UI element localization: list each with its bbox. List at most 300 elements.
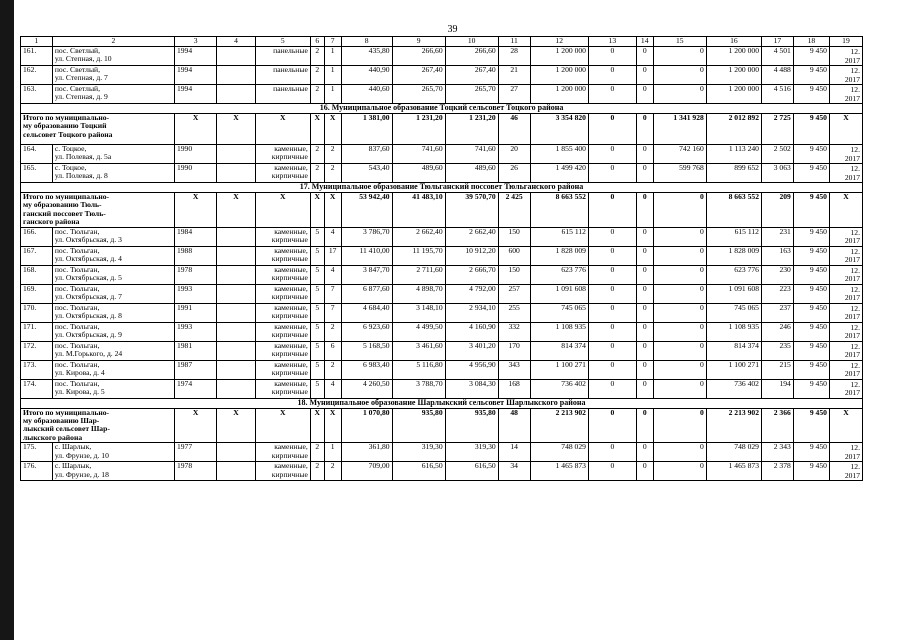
table-cell: 4 499,50 bbox=[392, 322, 445, 341]
table-cell bbox=[217, 341, 255, 360]
column-header-10: 10 bbox=[445, 37, 498, 47]
subtotal-cell: 0 bbox=[588, 193, 636, 228]
table-cell: каменные, кирпичные bbox=[255, 227, 310, 246]
subtotal-cell: X bbox=[310, 408, 324, 443]
table-cell: 0 bbox=[588, 360, 636, 379]
table-cell: 0 bbox=[588, 443, 636, 462]
table-cell: 748 029 bbox=[530, 443, 588, 462]
subtotal-cell: 0 bbox=[636, 193, 653, 228]
table-cell: 0 bbox=[653, 303, 706, 322]
table-cell bbox=[217, 85, 255, 104]
table-cell: 9 450 bbox=[793, 322, 829, 341]
table-cell: 2 bbox=[310, 164, 324, 183]
subtotal-cell: 1 070,80 bbox=[341, 408, 392, 443]
table-cell: 4 bbox=[324, 265, 341, 284]
table-cell: 1993 bbox=[174, 284, 216, 303]
table-cell: 2 662,40 bbox=[392, 227, 445, 246]
table-cell: 3 084,30 bbox=[445, 379, 498, 398]
table-cell: 9 450 bbox=[793, 303, 829, 322]
section-header-row bbox=[21, 183, 863, 193]
table-cell: 319,30 bbox=[392, 443, 445, 462]
table-cell: 1 465 873 bbox=[706, 462, 761, 481]
housing-repair-table bbox=[20, 36, 863, 481]
table-cell: пос. Тюльган, ул. Октябрьская, д. 3 bbox=[52, 227, 174, 246]
table-cell: 1 200 000 bbox=[706, 47, 761, 66]
table-cell: панельные bbox=[255, 66, 310, 85]
table-cell: 267,40 bbox=[445, 66, 498, 85]
table-cell: 267,40 bbox=[392, 66, 445, 85]
table-cell: 166. bbox=[21, 227, 53, 246]
table-cell: 1 200 000 bbox=[530, 47, 588, 66]
table-cell: 0 bbox=[636, 227, 653, 246]
subtotal-cell: X bbox=[829, 114, 862, 145]
table-cell: 6 bbox=[324, 341, 341, 360]
subtotal-cell: 0 bbox=[588, 114, 636, 145]
table-cell: 2 662,40 bbox=[445, 227, 498, 246]
table-cell: 4 260,50 bbox=[341, 379, 392, 398]
table-cell: 165. bbox=[21, 164, 53, 183]
table-row bbox=[21, 246, 863, 265]
subtotal-cell: 1 381,00 bbox=[341, 114, 392, 145]
subtotal-cell: 9 450 bbox=[793, 408, 829, 443]
table-cell: 1 bbox=[324, 47, 341, 66]
subtotal-cell: X bbox=[174, 408, 216, 443]
table-cell: 9 450 bbox=[793, 227, 829, 246]
table-cell: 1978 bbox=[174, 462, 216, 481]
table-cell: 12. 2017 bbox=[829, 322, 862, 341]
table-cell: 171. bbox=[21, 322, 53, 341]
section-header-row bbox=[21, 398, 863, 408]
table-cell: 11 410,00 bbox=[341, 246, 392, 265]
subtotal-cell: 0 bbox=[588, 408, 636, 443]
table-cell: 0 bbox=[636, 66, 653, 85]
table-cell: 12. 2017 bbox=[829, 85, 862, 104]
section-header-row bbox=[21, 104, 863, 114]
table-cell: 12. 2017 bbox=[829, 443, 862, 462]
table-cell: 4 516 bbox=[761, 85, 793, 104]
table-cell: 0 bbox=[653, 246, 706, 265]
table-cell: пос. Тюльган, ул. Октябрьская, д. 5 bbox=[52, 265, 174, 284]
column-header-12: 12 bbox=[530, 37, 588, 47]
table-cell: 616,50 bbox=[392, 462, 445, 481]
table-cell bbox=[217, 443, 255, 462]
table-cell: 9 450 bbox=[793, 360, 829, 379]
table-cell: 616,50 bbox=[445, 462, 498, 481]
table-row bbox=[21, 66, 863, 85]
table-cell: 1 bbox=[324, 85, 341, 104]
table-cell: 1993 bbox=[174, 322, 216, 341]
table-cell: 489,60 bbox=[445, 164, 498, 183]
table-cell: 1988 bbox=[174, 246, 216, 265]
subtotal-cell: 935,80 bbox=[445, 408, 498, 443]
table-cell: 1994 bbox=[174, 66, 216, 85]
table-cell: 4 bbox=[324, 227, 341, 246]
table-cell: пос. Тюльган, ул. Кирова, д. 5 bbox=[52, 379, 174, 398]
table-cell: 2 bbox=[310, 66, 324, 85]
table-cell: 12. 2017 bbox=[829, 66, 862, 85]
table-cell: 0 bbox=[653, 443, 706, 462]
table-cell: 163 bbox=[761, 246, 793, 265]
table-cell: 34 bbox=[498, 462, 530, 481]
table-cell: 623 776 bbox=[706, 265, 761, 284]
table-cell: 27 bbox=[498, 85, 530, 104]
table-cell: 332 bbox=[498, 322, 530, 341]
table-cell: каменные, кирпичные bbox=[255, 303, 310, 322]
table-cell: 21 bbox=[498, 66, 530, 85]
table-cell: 9 450 bbox=[793, 284, 829, 303]
table-cell: 1 100 271 bbox=[706, 360, 761, 379]
subtotal-label: Итого по муниципально- му образованию Тюль- ганский поссовет Тюль- ганского района bbox=[21, 193, 175, 228]
table-cell: 0 bbox=[636, 341, 653, 360]
table-cell: 0 bbox=[653, 462, 706, 481]
column-header-3: 3 bbox=[174, 37, 216, 47]
table-cell: 0 bbox=[653, 85, 706, 104]
table-cell: 748 029 bbox=[706, 443, 761, 462]
table-cell: 4 501 bbox=[761, 47, 793, 66]
table-cell: пос. Тюльган, ул. Октябрьская, д. 4 bbox=[52, 246, 174, 265]
table-cell: 1987 bbox=[174, 360, 216, 379]
table-cell: 0 bbox=[653, 322, 706, 341]
table-cell: 599 768 bbox=[653, 164, 706, 183]
table-cell: 0 bbox=[653, 47, 706, 66]
table-cell: 9 450 bbox=[793, 341, 829, 360]
table-cell: 3 461,60 bbox=[392, 341, 445, 360]
table-cell: 265,70 bbox=[445, 85, 498, 104]
table-cell: 440,90 bbox=[341, 66, 392, 85]
subtotal-cell: X bbox=[217, 408, 255, 443]
table-cell: 150 bbox=[498, 227, 530, 246]
table-cell: 0 bbox=[636, 47, 653, 66]
table-cell: каменные, кирпичные bbox=[255, 145, 310, 164]
subtotal-cell: 0 bbox=[636, 408, 653, 443]
subtotal-cell: 935,80 bbox=[392, 408, 445, 443]
column-header-15: 15 bbox=[653, 37, 706, 47]
table-cell: 164. bbox=[21, 145, 53, 164]
subtotal-row bbox=[21, 114, 863, 145]
subtotal-cell: 3 354 820 bbox=[530, 114, 588, 145]
table-cell: 1990 bbox=[174, 164, 216, 183]
column-header-4: 4 bbox=[217, 37, 255, 47]
table-cell: 7 bbox=[324, 284, 341, 303]
table-cell bbox=[217, 66, 255, 85]
table-cell: 0 bbox=[653, 265, 706, 284]
table-cell: 0 bbox=[588, 164, 636, 183]
table-cell: 7 bbox=[324, 303, 341, 322]
table-cell: 20 bbox=[498, 145, 530, 164]
table-cell: 169. bbox=[21, 284, 53, 303]
table-cell: 741,60 bbox=[392, 145, 445, 164]
table-cell: 176. bbox=[21, 462, 53, 481]
table-cell: 12. 2017 bbox=[829, 47, 862, 66]
subtotal-cell: X bbox=[310, 114, 324, 145]
table-cell bbox=[217, 246, 255, 265]
table-row bbox=[21, 462, 863, 481]
table-cell: 2 bbox=[310, 462, 324, 481]
table-cell: 0 bbox=[653, 379, 706, 398]
subtotal-cell: 2 213 902 bbox=[530, 408, 588, 443]
table-cell: 2 bbox=[324, 145, 341, 164]
table-cell bbox=[217, 284, 255, 303]
subtotal-cell: 48 bbox=[498, 408, 530, 443]
table-cell: 0 bbox=[588, 379, 636, 398]
table-cell: 745 065 bbox=[706, 303, 761, 322]
subtotal-cell: 1 231,20 bbox=[392, 114, 445, 145]
table-cell: 237 bbox=[761, 303, 793, 322]
table-cell: 1 108 935 bbox=[706, 322, 761, 341]
table-cell: 265,70 bbox=[392, 85, 445, 104]
column-number-row bbox=[21, 37, 863, 47]
table-cell: 1 113 240 bbox=[706, 145, 761, 164]
table-cell: 319,30 bbox=[445, 443, 498, 462]
subtotal-cell: X bbox=[829, 193, 862, 228]
table-cell: 12. 2017 bbox=[829, 164, 862, 183]
table-cell: 172. bbox=[21, 341, 53, 360]
table-row bbox=[21, 47, 863, 66]
table-cell: каменные, кирпичные bbox=[255, 443, 310, 462]
table-cell bbox=[217, 164, 255, 183]
table-cell: пос. Тюльган, ул. Октябрьская, д. 7 bbox=[52, 284, 174, 303]
table-cell: каменные, кирпичные bbox=[255, 360, 310, 379]
column-header-2: 2 bbox=[52, 37, 174, 47]
subtotal-cell: X bbox=[324, 114, 341, 145]
table-cell: 9 450 bbox=[793, 85, 829, 104]
section-title: 18. Муниципальное образование Шарлыкский сельсовет Шарлыкского района bbox=[21, 398, 863, 408]
table-cell: пос. Тюльган, ул. Кирова, д. 4 bbox=[52, 360, 174, 379]
table-cell: 12. 2017 bbox=[829, 227, 862, 246]
table-cell: 9 450 bbox=[793, 443, 829, 462]
table-cell: 3 847,70 bbox=[341, 265, 392, 284]
table-cell: 2 502 bbox=[761, 145, 793, 164]
subtotal-cell: 0 bbox=[636, 114, 653, 145]
table-cell: 0 bbox=[636, 303, 653, 322]
table-cell: 3 786,70 bbox=[341, 227, 392, 246]
table-cell: пос. Светлый, ул. Степная, д. 9 bbox=[52, 85, 174, 104]
table-cell: 0 bbox=[636, 443, 653, 462]
page-edge-bar bbox=[0, 0, 14, 640]
table-cell: 5 168,50 bbox=[341, 341, 392, 360]
table-cell: 435,80 bbox=[341, 47, 392, 66]
table-cell: 6 923,60 bbox=[341, 322, 392, 341]
table-cell: 170. bbox=[21, 303, 53, 322]
table-cell: 0 bbox=[636, 322, 653, 341]
table-cell: каменные, кирпичные bbox=[255, 322, 310, 341]
table-cell: 623 776 bbox=[530, 265, 588, 284]
table-cell: 0 bbox=[588, 227, 636, 246]
table-cell: 12. 2017 bbox=[829, 360, 862, 379]
table-cell: 361,80 bbox=[341, 443, 392, 462]
table-cell: 173. bbox=[21, 360, 53, 379]
table-cell: 0 bbox=[588, 66, 636, 85]
table-cell: 2 bbox=[324, 322, 341, 341]
table-cell: 3 788,70 bbox=[392, 379, 445, 398]
table-cell: 162. bbox=[21, 66, 53, 85]
table-cell: пос. Тюльган, ул. Октябрьская, д. 9 bbox=[52, 322, 174, 341]
table-cell: 9 450 bbox=[793, 462, 829, 481]
table-cell: 9 450 bbox=[793, 265, 829, 284]
table-cell: 0 bbox=[653, 227, 706, 246]
table-cell: 899 652 bbox=[706, 164, 761, 183]
subtotal-label: Итого по муниципально- му образованию Шар- лыкский сельсовет Шар- лыкского района bbox=[21, 408, 175, 443]
table-cell: 0 bbox=[588, 265, 636, 284]
table-cell: каменные, кирпичные bbox=[255, 164, 310, 183]
table-cell: 2 bbox=[324, 360, 341, 379]
table-cell: 163. bbox=[21, 85, 53, 104]
table-cell bbox=[217, 47, 255, 66]
table-cell: 1 bbox=[324, 66, 341, 85]
subtotal-row bbox=[21, 193, 863, 228]
table-cell: 1 200 000 bbox=[706, 66, 761, 85]
table-cell: 4 956,90 bbox=[445, 360, 498, 379]
table-cell: 1 465 873 bbox=[530, 462, 588, 481]
table-cell: 615 112 bbox=[530, 227, 588, 246]
table-cell: 0 bbox=[588, 246, 636, 265]
table-cell: 4 684,40 bbox=[341, 303, 392, 322]
table-cell: панельные bbox=[255, 85, 310, 104]
section-title: 16. Муниципальное образование Тоцкий сельсовет Тоцкого района bbox=[21, 104, 863, 114]
table-cell: 1 200 000 bbox=[706, 85, 761, 104]
column-header-9: 9 bbox=[392, 37, 445, 47]
table-cell: 11 195,70 bbox=[392, 246, 445, 265]
table-cell: 814 374 bbox=[530, 341, 588, 360]
table-cell bbox=[217, 303, 255, 322]
table-cell: 1 bbox=[324, 443, 341, 462]
table-cell: 5 bbox=[310, 303, 324, 322]
table-cell: 2 343 bbox=[761, 443, 793, 462]
column-header-1: 1 bbox=[21, 37, 53, 47]
table-cell: 161. bbox=[21, 47, 53, 66]
subtotal-cell: 209 bbox=[761, 193, 793, 228]
table-cell: 9 450 bbox=[793, 47, 829, 66]
table-cell: 5 bbox=[310, 227, 324, 246]
table-cell: 26 bbox=[498, 164, 530, 183]
table-cell: 257 bbox=[498, 284, 530, 303]
subtotal-cell: 8 663 552 bbox=[706, 193, 761, 228]
table-cell: 2 bbox=[310, 85, 324, 104]
table-cell: 489,60 bbox=[392, 164, 445, 183]
column-header-17: 17 bbox=[761, 37, 793, 47]
table-cell: пос. Светлый, ул. Степная, д. 10 bbox=[52, 47, 174, 66]
table-cell: 2 bbox=[324, 164, 341, 183]
table-cell: 814 374 bbox=[706, 341, 761, 360]
table-cell: 235 bbox=[761, 341, 793, 360]
table-row bbox=[21, 164, 863, 183]
table-cell: 0 bbox=[588, 284, 636, 303]
table-cell: 3 401,20 bbox=[445, 341, 498, 360]
subtotal-cell: 46 bbox=[498, 114, 530, 145]
table-cell: 10 912,20 bbox=[445, 246, 498, 265]
table-cell: 440,60 bbox=[341, 85, 392, 104]
table-cell: 2 bbox=[310, 443, 324, 462]
table-row bbox=[21, 227, 863, 246]
table-cell: 5 bbox=[310, 322, 324, 341]
table-cell: 17 bbox=[324, 246, 341, 265]
column-header-14: 14 bbox=[636, 37, 653, 47]
table-cell: 1994 bbox=[174, 47, 216, 66]
subtotal-cell: X bbox=[829, 408, 862, 443]
table-cell: 1 091 608 bbox=[530, 284, 588, 303]
table-cell: 168. bbox=[21, 265, 53, 284]
column-header-18: 18 bbox=[793, 37, 829, 47]
subtotal-cell: X bbox=[324, 193, 341, 228]
table-cell: пос. Тюльган, ул. М.Горького, д. 24 bbox=[52, 341, 174, 360]
table-cell: 0 bbox=[636, 379, 653, 398]
table-cell: 0 bbox=[653, 360, 706, 379]
table-cell: 0 bbox=[636, 462, 653, 481]
table-cell: 6 877,60 bbox=[341, 284, 392, 303]
table-cell: 1994 bbox=[174, 85, 216, 104]
table-cell: 194 bbox=[761, 379, 793, 398]
subtotal-cell: 9 450 bbox=[793, 193, 829, 228]
table-cell: 543,40 bbox=[341, 164, 392, 183]
table-cell: 170 bbox=[498, 341, 530, 360]
table-cell bbox=[217, 379, 255, 398]
subtotal-cell: X bbox=[324, 408, 341, 443]
table-cell: 4 792,00 bbox=[445, 284, 498, 303]
subtotal-cell: 1 231,20 bbox=[445, 114, 498, 145]
table-cell: 5 bbox=[310, 341, 324, 360]
table-cell: 1 828 009 bbox=[706, 246, 761, 265]
table-cell: 1 828 009 bbox=[530, 246, 588, 265]
table-cell: каменные, кирпичные bbox=[255, 379, 310, 398]
table-cell: 5 bbox=[310, 284, 324, 303]
table-row bbox=[21, 284, 863, 303]
subtotal-cell: X bbox=[174, 193, 216, 228]
column-header-16: 16 bbox=[706, 37, 761, 47]
table-cell: 3 148,10 bbox=[392, 303, 445, 322]
table-cell: 9 450 bbox=[793, 246, 829, 265]
table-cell: 3 063 bbox=[761, 164, 793, 183]
table-cell: 742 160 bbox=[653, 145, 706, 164]
table-cell: с. Шарлык, ул. Фрунзе, д. 18 bbox=[52, 462, 174, 481]
table-row bbox=[21, 145, 863, 164]
table-cell: 28 bbox=[498, 47, 530, 66]
subtotal-cell: 9 450 bbox=[793, 114, 829, 145]
subtotal-cell: X bbox=[255, 114, 310, 145]
table-row bbox=[21, 360, 863, 379]
table-cell: с. Тоцкое, ул. Полевая, д. 5а bbox=[52, 145, 174, 164]
table-row bbox=[21, 322, 863, 341]
column-header-5: 5 bbox=[255, 37, 310, 47]
table-cell: 1 855 400 bbox=[530, 145, 588, 164]
table-cell: каменные, кирпичные bbox=[255, 284, 310, 303]
table-cell: 4 160,90 bbox=[445, 322, 498, 341]
table-cell bbox=[217, 322, 255, 341]
table-cell: 0 bbox=[588, 145, 636, 164]
table-cell: 9 450 bbox=[793, 145, 829, 164]
table-cell: 0 bbox=[636, 164, 653, 183]
table-cell: 0 bbox=[636, 85, 653, 104]
table-cell: 266,60 bbox=[392, 47, 445, 66]
table-cell bbox=[217, 227, 255, 246]
table-cell: каменные, кирпичные bbox=[255, 246, 310, 265]
table-cell: 0 bbox=[636, 284, 653, 303]
table-cell: 12. 2017 bbox=[829, 379, 862, 398]
table-cell: 150 bbox=[498, 265, 530, 284]
table-cell: 12. 2017 bbox=[829, 462, 862, 481]
table-cell: 266,60 bbox=[445, 47, 498, 66]
table-cell: 12. 2017 bbox=[829, 303, 862, 322]
table-cell: 223 bbox=[761, 284, 793, 303]
table-cell: 1991 bbox=[174, 303, 216, 322]
table-cell: 0 bbox=[588, 303, 636, 322]
table-cell: 4 488 bbox=[761, 66, 793, 85]
table-row bbox=[21, 341, 863, 360]
table-cell: 4 bbox=[324, 379, 341, 398]
subtotal-cell: 2 012 892 bbox=[706, 114, 761, 145]
table-cell: 0 bbox=[653, 341, 706, 360]
table-cell: 0 bbox=[653, 66, 706, 85]
table-cell: 2 666,70 bbox=[445, 265, 498, 284]
